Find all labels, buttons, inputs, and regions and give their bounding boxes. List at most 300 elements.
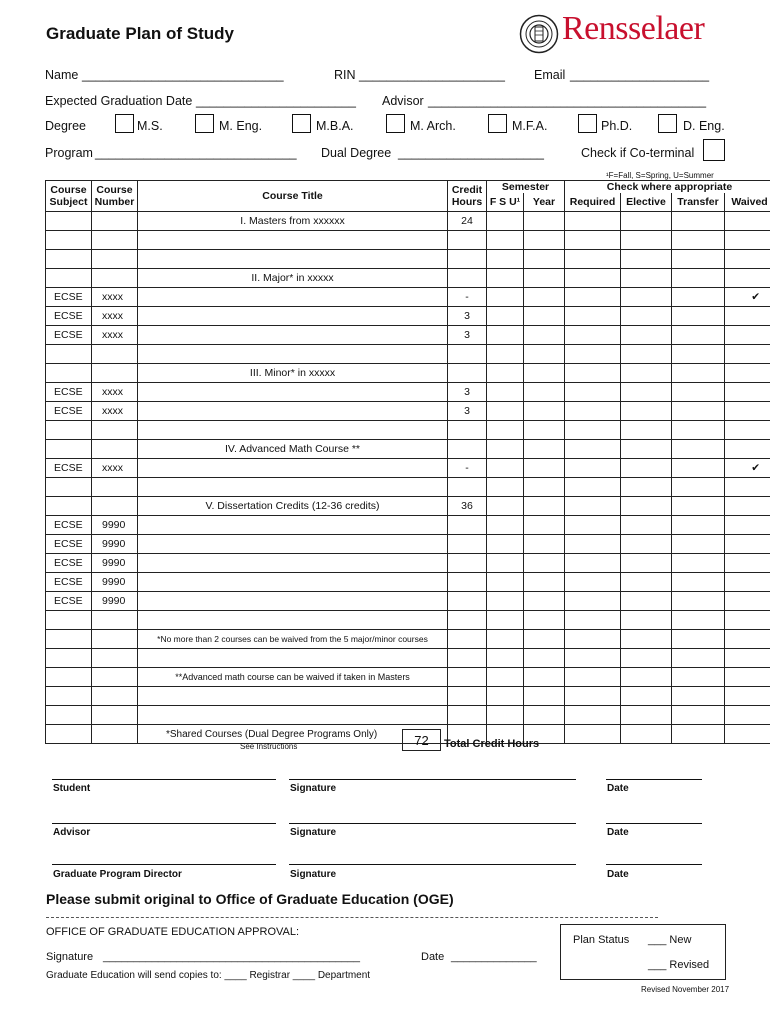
course-subject-cell[interactable] <box>46 478 92 497</box>
director-signature-line[interactable] <box>289 864 576 865</box>
waived-cell[interactable] <box>725 611 770 630</box>
transfer-cell[interactable] <box>672 573 725 592</box>
fsu-cell[interactable] <box>487 573 524 592</box>
required-cell[interactable] <box>565 402 621 421</box>
degree-meng-checkbox[interactable] <box>195 114 214 133</box>
credit-hours-cell[interactable]: 3 <box>448 402 487 421</box>
course-subject-cell[interactable] <box>46 611 92 630</box>
credit-hours-cell[interactable] <box>448 345 487 364</box>
degree-mfa-checkbox[interactable] <box>488 114 507 133</box>
fsu-cell[interactable] <box>487 706 524 725</box>
transfer-cell[interactable] <box>672 535 725 554</box>
course-title-cell[interactable] <box>138 459 448 478</box>
elective-cell[interactable] <box>621 231 672 250</box>
waived-cell[interactable] <box>725 478 770 497</box>
course-title-cell[interactable] <box>138 326 448 345</box>
credit-hours-cell[interactable] <box>448 440 487 459</box>
waived-cell[interactable] <box>725 573 770 592</box>
fsu-cell[interactable] <box>487 516 524 535</box>
course-title-cell[interactable] <box>138 649 448 668</box>
course-number-cell[interactable] <box>92 478 138 497</box>
course-number-cell[interactable] <box>92 725 138 744</box>
elective-cell[interactable] <box>621 326 672 345</box>
year-cell[interactable] <box>524 231 565 250</box>
elective-cell[interactable] <box>621 497 672 516</box>
course-number-cell[interactable] <box>92 269 138 288</box>
waived-cell[interactable] <box>725 668 770 687</box>
credit-hours-cell[interactable] <box>448 706 487 725</box>
year-cell[interactable] <box>524 630 565 649</box>
required-cell[interactable] <box>565 649 621 668</box>
year-cell[interactable] <box>524 611 565 630</box>
course-title-cell[interactable] <box>138 573 448 592</box>
year-cell[interactable] <box>524 383 565 402</box>
credit-hours-cell[interactable] <box>448 554 487 573</box>
fsu-cell[interactable] <box>487 345 524 364</box>
course-subject-cell[interactable]: ECSE <box>46 516 92 535</box>
year-cell[interactable] <box>524 573 565 592</box>
elective-cell[interactable] <box>621 630 672 649</box>
course-title-cell[interactable] <box>138 611 448 630</box>
required-cell[interactable] <box>565 478 621 497</box>
course-subject-cell[interactable]: ECSE <box>46 535 92 554</box>
elective-cell[interactable] <box>621 573 672 592</box>
transfer-cell[interactable] <box>672 307 725 326</box>
transfer-cell[interactable] <box>672 497 725 516</box>
waived-cell[interactable] <box>725 326 770 345</box>
course-number-cell[interactable] <box>92 421 138 440</box>
credit-hours-cell[interactable]: 3 <box>448 383 487 402</box>
course-number-cell[interactable] <box>92 440 138 459</box>
year-cell[interactable] <box>524 497 565 516</box>
waived-cell[interactable] <box>725 649 770 668</box>
credit-hours-cell[interactable] <box>448 687 487 706</box>
required-cell[interactable] <box>565 288 621 307</box>
fsu-cell[interactable] <box>487 497 524 516</box>
credit-hours-cell[interactable] <box>448 269 487 288</box>
required-cell[interactable] <box>565 231 621 250</box>
course-subject-cell[interactable] <box>46 364 92 383</box>
coterminal-checkbox[interactable] <box>703 139 725 161</box>
course-number-cell[interactable] <box>92 250 138 269</box>
course-title-cell[interactable]: *No more than 2 courses can be waived from the 5 major/minor courses <box>138 630 448 649</box>
transfer-cell[interactable] <box>672 478 725 497</box>
course-number-cell[interactable]: xxxx <box>92 288 138 307</box>
required-cell[interactable] <box>565 250 621 269</box>
course-title-cell[interactable] <box>138 706 448 725</box>
course-subject-cell[interactable]: ECSE <box>46 307 92 326</box>
fsu-cell[interactable] <box>487 212 524 231</box>
year-cell[interactable] <box>524 440 565 459</box>
required-cell[interactable] <box>565 516 621 535</box>
year-cell[interactable] <box>524 478 565 497</box>
fsu-cell[interactable] <box>487 326 524 345</box>
course-number-cell[interactable] <box>92 649 138 668</box>
waived-cell[interactable] <box>725 535 770 554</box>
oge-signature-field[interactable]: __________________________________________ <box>103 951 360 963</box>
waived-cell[interactable]: ✔ <box>725 288 770 307</box>
course-subject-cell[interactable] <box>46 440 92 459</box>
plan-status-revised[interactable]: ___ Revised <box>648 959 710 971</box>
course-title-cell[interactable] <box>138 421 448 440</box>
elective-cell[interactable] <box>621 269 672 288</box>
elective-cell[interactable] <box>621 592 672 611</box>
year-cell[interactable] <box>524 706 565 725</box>
degree-deng-checkbox[interactable] <box>658 114 677 133</box>
transfer-cell[interactable] <box>672 402 725 421</box>
credit-hours-cell[interactable] <box>448 364 487 383</box>
transfer-cell[interactable] <box>672 516 725 535</box>
course-number-cell[interactable]: 9990 <box>92 592 138 611</box>
waived-cell[interactable] <box>725 269 770 288</box>
course-title-cell[interactable]: III. Minor* in xxxxx <box>138 364 448 383</box>
credit-hours-cell[interactable] <box>448 421 487 440</box>
course-title-cell[interactable]: I. Masters from xxxxxx <box>138 212 448 231</box>
course-subject-cell[interactable] <box>46 345 92 364</box>
waived-cell[interactable] <box>725 402 770 421</box>
transfer-cell[interactable] <box>672 592 725 611</box>
waived-cell[interactable] <box>725 725 770 744</box>
course-title-cell[interactable]: **Advanced math course can be waived if taken in Masters <box>138 668 448 687</box>
plan-status-new[interactable]: ___ New <box>648 934 692 946</box>
waived-cell[interactable] <box>725 364 770 383</box>
waived-cell[interactable] <box>725 554 770 573</box>
email-field[interactable]: ____________________ <box>570 68 710 82</box>
waived-cell[interactable]: ✔ <box>725 459 770 478</box>
credit-hours-cell[interactable] <box>448 592 487 611</box>
course-subject-cell[interactable]: ECSE <box>46 383 92 402</box>
transfer-cell[interactable] <box>672 212 725 231</box>
credit-hours-cell[interactable] <box>448 231 487 250</box>
dual-degree-field[interactable]: _____________________ <box>398 146 544 160</box>
course-subject-cell[interactable] <box>46 687 92 706</box>
elective-cell[interactable] <box>621 307 672 326</box>
course-number-cell[interactable]: xxxx <box>92 459 138 478</box>
transfer-cell[interactable] <box>672 725 725 744</box>
course-subject-cell[interactable]: ECSE <box>46 326 92 345</box>
credit-hours-cell[interactable] <box>448 535 487 554</box>
advisor-date-line[interactable] <box>606 823 702 824</box>
year-cell[interactable] <box>524 649 565 668</box>
fsu-cell[interactable] <box>487 364 524 383</box>
required-cell[interactable] <box>565 440 621 459</box>
credit-hours-cell[interactable] <box>448 573 487 592</box>
elective-cell[interactable] <box>621 345 672 364</box>
course-number-cell[interactable]: 9990 <box>92 573 138 592</box>
credit-hours-cell[interactable] <box>448 649 487 668</box>
transfer-cell[interactable] <box>672 231 725 250</box>
required-cell[interactable] <box>565 364 621 383</box>
course-number-cell[interactable]: xxxx <box>92 402 138 421</box>
course-subject-cell[interactable]: ECSE <box>46 554 92 573</box>
course-subject-cell[interactable] <box>46 212 92 231</box>
year-cell[interactable] <box>524 668 565 687</box>
advisor-field[interactable]: ________________________________________ <box>428 94 707 108</box>
year-cell[interactable] <box>524 592 565 611</box>
degree-ms-checkbox[interactable] <box>115 114 134 133</box>
waived-cell[interactable] <box>725 516 770 535</box>
transfer-cell[interactable] <box>672 326 725 345</box>
course-subject-cell[interactable] <box>46 630 92 649</box>
required-cell[interactable] <box>565 383 621 402</box>
waived-cell[interactable] <box>725 687 770 706</box>
year-cell[interactable] <box>524 687 565 706</box>
course-title-cell[interactable] <box>138 592 448 611</box>
transfer-cell[interactable] <box>672 345 725 364</box>
required-cell[interactable] <box>565 535 621 554</box>
required-cell[interactable] <box>565 345 621 364</box>
credit-hours-cell[interactable]: 3 <box>448 326 487 345</box>
course-title-cell[interactable] <box>138 554 448 573</box>
transfer-cell[interactable] <box>672 554 725 573</box>
waived-cell[interactable] <box>725 250 770 269</box>
student-line[interactable] <box>52 779 276 780</box>
year-cell[interactable] <box>524 288 565 307</box>
course-number-cell[interactable]: xxxx <box>92 307 138 326</box>
course-subject-cell[interactable] <box>46 250 92 269</box>
degree-march-checkbox[interactable] <box>386 114 405 133</box>
fsu-cell[interactable] <box>487 421 524 440</box>
course-number-cell[interactable] <box>92 668 138 687</box>
required-cell[interactable] <box>565 307 621 326</box>
required-cell[interactable] <box>565 611 621 630</box>
year-cell[interactable] <box>524 250 565 269</box>
course-title-cell[interactable] <box>138 231 448 250</box>
course-number-cell[interactable] <box>92 611 138 630</box>
waived-cell[interactable] <box>725 307 770 326</box>
year-cell[interactable] <box>524 402 565 421</box>
course-subject-cell[interactable]: ECSE <box>46 288 92 307</box>
credit-hours-cell[interactable] <box>448 668 487 687</box>
fsu-cell[interactable] <box>487 231 524 250</box>
year-cell[interactable] <box>524 459 565 478</box>
fsu-cell[interactable] <box>487 668 524 687</box>
elective-cell[interactable] <box>621 250 672 269</box>
course-number-cell[interactable] <box>92 497 138 516</box>
elective-cell[interactable] <box>621 440 672 459</box>
elective-cell[interactable] <box>621 535 672 554</box>
transfer-cell[interactable] <box>672 383 725 402</box>
transfer-cell[interactable] <box>672 440 725 459</box>
fsu-cell[interactable] <box>487 630 524 649</box>
elective-cell[interactable] <box>621 611 672 630</box>
student-signature-line[interactable] <box>289 779 576 780</box>
transfer-cell[interactable] <box>672 269 725 288</box>
transfer-cell[interactable] <box>672 649 725 668</box>
course-title-cell[interactable]: IV. Advanced Math Course ** <box>138 440 448 459</box>
waived-cell[interactable] <box>725 440 770 459</box>
elective-cell[interactable] <box>621 421 672 440</box>
course-subject-cell[interactable] <box>46 649 92 668</box>
course-number-cell[interactable]: 9990 <box>92 535 138 554</box>
transfer-cell[interactable] <box>672 630 725 649</box>
course-number-cell[interactable] <box>92 212 138 231</box>
course-title-cell[interactable] <box>138 288 448 307</box>
fsu-cell[interactable] <box>487 269 524 288</box>
elective-cell[interactable] <box>621 402 672 421</box>
fsu-cell[interactable] <box>487 478 524 497</box>
year-cell[interactable] <box>524 345 565 364</box>
year-cell[interactable] <box>524 307 565 326</box>
elective-cell[interactable] <box>621 687 672 706</box>
year-cell[interactable] <box>524 364 565 383</box>
fsu-cell[interactable] <box>487 535 524 554</box>
course-number-cell[interactable] <box>92 706 138 725</box>
credit-hours-cell[interactable]: 3 <box>448 307 487 326</box>
course-subject-cell[interactable] <box>46 269 92 288</box>
course-title-cell[interactable] <box>138 383 448 402</box>
transfer-cell[interactable] <box>672 250 725 269</box>
elective-cell[interactable] <box>621 459 672 478</box>
course-subject-cell[interactable]: ECSE <box>46 459 92 478</box>
required-cell[interactable] <box>565 573 621 592</box>
elective-cell[interactable] <box>621 478 672 497</box>
required-cell[interactable] <box>565 706 621 725</box>
waived-cell[interactable] <box>725 383 770 402</box>
course-subject-cell[interactable]: ECSE <box>46 592 92 611</box>
course-number-cell[interactable] <box>92 345 138 364</box>
course-title-cell[interactable] <box>138 687 448 706</box>
advisor-signature-line[interactable] <box>289 823 576 824</box>
course-subject-cell[interactable] <box>46 706 92 725</box>
course-title-cell[interactable]: II. Major* in xxxxx <box>138 269 448 288</box>
course-title-cell[interactable]: V. Dissertation Credits (12-36 credits) <box>138 497 448 516</box>
waived-cell[interactable] <box>725 706 770 725</box>
course-number-cell[interactable]: xxxx <box>92 383 138 402</box>
fsu-cell[interactable] <box>487 611 524 630</box>
course-title-cell[interactable] <box>138 516 448 535</box>
required-cell[interactable] <box>565 212 621 231</box>
credit-hours-cell[interactable] <box>448 630 487 649</box>
year-cell[interactable] <box>524 326 565 345</box>
waived-cell[interactable] <box>725 630 770 649</box>
course-number-cell[interactable]: xxxx <box>92 326 138 345</box>
year-cell[interactable] <box>524 535 565 554</box>
program-field[interactable]: _____________________________ <box>95 146 297 160</box>
credit-hours-cell[interactable] <box>448 250 487 269</box>
elective-cell[interactable] <box>621 383 672 402</box>
course-subject-cell[interactable] <box>46 421 92 440</box>
course-subject-cell[interactable]: ECSE <box>46 402 92 421</box>
fsu-cell[interactable] <box>487 383 524 402</box>
fsu-cell[interactable] <box>487 402 524 421</box>
credit-hours-cell[interactable] <box>448 478 487 497</box>
required-cell[interactable] <box>565 592 621 611</box>
course-number-cell[interactable] <box>92 630 138 649</box>
required-cell[interactable] <box>565 421 621 440</box>
year-cell[interactable] <box>524 269 565 288</box>
course-number-cell[interactable] <box>92 364 138 383</box>
fsu-cell[interactable] <box>487 250 524 269</box>
transfer-cell[interactable] <box>672 459 725 478</box>
required-cell[interactable] <box>565 554 621 573</box>
course-number-cell[interactable] <box>92 687 138 706</box>
elective-cell[interactable] <box>621 516 672 535</box>
transfer-cell[interactable] <box>672 687 725 706</box>
credit-hours-cell[interactable]: - <box>448 459 487 478</box>
year-cell[interactable] <box>524 212 565 231</box>
course-subject-cell[interactable] <box>46 668 92 687</box>
transfer-cell[interactable] <box>672 421 725 440</box>
course-number-cell[interactable] <box>92 231 138 250</box>
required-cell[interactable] <box>565 269 621 288</box>
elective-cell[interactable] <box>621 288 672 307</box>
course-subject-cell[interactable] <box>46 231 92 250</box>
credit-hours-cell[interactable] <box>448 516 487 535</box>
required-cell[interactable] <box>565 459 621 478</box>
elective-cell[interactable] <box>621 364 672 383</box>
director-date-line[interactable] <box>606 864 702 865</box>
elective-cell[interactable] <box>621 649 672 668</box>
credit-hours-cell[interactable] <box>448 611 487 630</box>
director-line[interactable] <box>52 864 276 865</box>
course-subject-cell[interactable]: ECSE <box>46 573 92 592</box>
required-cell[interactable] <box>565 668 621 687</box>
oge-date-field[interactable]: ______________ <box>451 951 537 963</box>
fsu-cell[interactable] <box>487 440 524 459</box>
waived-cell[interactable] <box>725 212 770 231</box>
elective-cell[interactable] <box>621 554 672 573</box>
fsu-cell[interactable] <box>487 307 524 326</box>
course-title-cell[interactable] <box>138 250 448 269</box>
credit-hours-cell[interactable]: - <box>448 288 487 307</box>
transfer-cell[interactable] <box>672 706 725 725</box>
year-cell[interactable] <box>524 554 565 573</box>
elective-cell[interactable] <box>621 668 672 687</box>
required-cell[interactable] <box>565 497 621 516</box>
course-title-cell[interactable] <box>138 307 448 326</box>
course-subject-cell[interactable] <box>46 497 92 516</box>
waived-cell[interactable] <box>725 497 770 516</box>
waived-cell[interactable] <box>725 345 770 364</box>
transfer-cell[interactable] <box>672 288 725 307</box>
required-cell[interactable] <box>565 725 621 744</box>
course-number-cell[interactable]: 9990 <box>92 516 138 535</box>
waived-cell[interactable] <box>725 592 770 611</box>
advisor-line[interactable] <box>52 823 276 824</box>
elective-cell[interactable] <box>621 212 672 231</box>
course-subject-cell[interactable] <box>46 725 92 744</box>
credit-hours-cell[interactable]: 24 <box>448 212 487 231</box>
year-cell[interactable] <box>524 421 565 440</box>
student-date-line[interactable] <box>606 779 702 780</box>
fsu-cell[interactable] <box>487 554 524 573</box>
rin-field[interactable]: _____________________ <box>359 68 505 82</box>
degree-mba-checkbox[interactable] <box>292 114 311 133</box>
course-title-cell[interactable] <box>138 535 448 554</box>
waived-cell[interactable] <box>725 231 770 250</box>
course-title-cell[interactable] <box>138 478 448 497</box>
credit-hours-cell[interactable]: 36 <box>448 497 487 516</box>
waived-cell[interactable] <box>725 421 770 440</box>
course-title-cell[interactable] <box>138 402 448 421</box>
fsu-cell[interactable] <box>487 592 524 611</box>
year-cell[interactable] <box>524 516 565 535</box>
expected-graduation-field[interactable]: _______________________ <box>196 94 356 108</box>
name-field[interactable]: _____________________________ <box>82 68 284 82</box>
fsu-cell[interactable] <box>487 459 524 478</box>
degree-phd-checkbox[interactable] <box>578 114 597 133</box>
elective-cell[interactable] <box>621 706 672 725</box>
transfer-cell[interactable] <box>672 668 725 687</box>
elective-cell[interactable] <box>621 725 672 744</box>
course-title-cell[interactable] <box>138 345 448 364</box>
required-cell[interactable] <box>565 326 621 345</box>
fsu-cell[interactable] <box>487 687 524 706</box>
required-cell[interactable] <box>565 630 621 649</box>
transfer-cell[interactable] <box>672 364 725 383</box>
fsu-cell[interactable] <box>487 649 524 668</box>
